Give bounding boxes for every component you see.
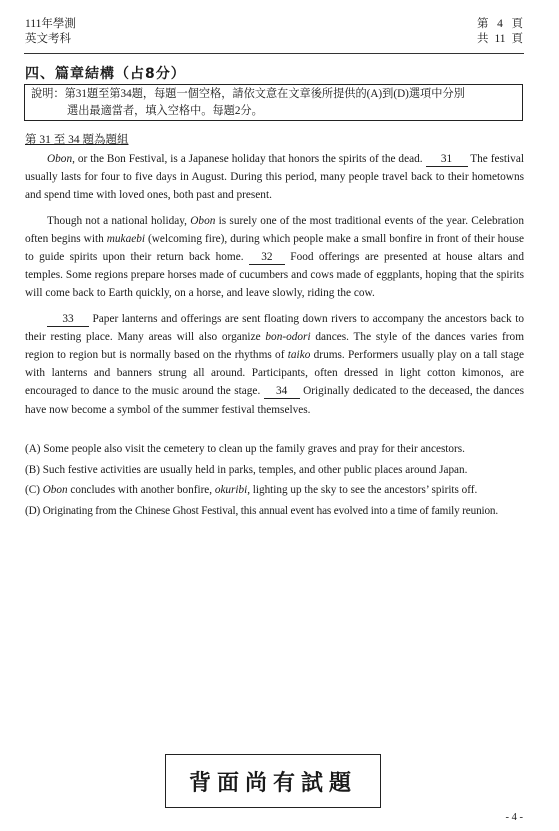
option-d: (D) Originating from the Chinese Ghost Festival, this annual event has evolved into a time of family reunion.: [25, 504, 498, 517]
option-b: (B) Such festive activities are usually held in parks, temples, and other public places around Japan.: [25, 463, 468, 476]
footer-page-number: - 4 -: [505, 812, 523, 823]
answer-options: [25, 439, 535, 521]
page-indicator: 第 4 頁: [477, 18, 523, 30]
instructions-box: [24, 84, 523, 121]
instructions-line-1: 說明：第31題至第34題，每題一個空格，請依文意在文章後所提供的(A)到(D)選項中分別: [31, 88, 465, 100]
subject-name: 英文考科: [25, 33, 71, 45]
back-page-notice: 背面尚有試題: [165, 754, 381, 808]
header-divider: [24, 53, 524, 54]
exam-name: 111年學測: [25, 18, 76, 30]
option-c: (C) Obon concludes with another bonfire, okuribi, lighting up the sky to see the ancestors’ spirits off.: [25, 484, 478, 496]
total-pages-indicator: 共 11 頁: [477, 33, 523, 45]
blank-32[interactable]: 32: [249, 250, 285, 265]
instructions-line-2: 選出最適當者，填入空格中。每題2分。: [67, 105, 263, 117]
blank-33[interactable]: 33: [47, 312, 89, 327]
exam-header-right: [477, 17, 523, 47]
passage-paragraph-1: Obon, or the Bon Festival, is a Japanese holiday that honors the spirits of the dead. 31 The festival usually lasts for four to five days in August. During this period, many people travel back to their hometowns and spend time with loved ones, both past and present.: [25, 153, 524, 202]
passage-paragraph-2: Though not a national holiday, Obon is surely one of the most traditional events of the year. Celebration often begins with mukaebi (welcoming fire), during which people make a small bonfire in front of their house to guide spirits upon their return back home. 32 Food offerings are presented at house altars and temples. Some regions prepare horses made of cucumbers and cows made of eggplants, hoping that the spirits will come back to Earth quickly, on a horse, and leave slowly, riding the cow.: [25, 214, 525, 300]
question-group-label: 第 31 至 34 題為題組: [25, 134, 129, 146]
blank-31[interactable]: 31: [426, 152, 468, 167]
blank-34[interactable]: 34: [264, 384, 300, 399]
option-a: (A) Some people also visit the cemetery to clean up the family graves and pray for their ancestors.: [25, 443, 465, 455]
passage: [25, 150, 524, 419]
section-title: 四、篇章結構（占8分）: [25, 66, 186, 82]
exam-header-left: [25, 17, 76, 47]
passage-paragraph-3: 33 Paper lanterns and offerings are sent floating down rivers to accompany the ancestors back to their resting place. Many areas will also organize bon-odori dances. The style of the dances varies from region to region but is normally based on the rhythms of taiko drums. Performers usually play on a tall stage with lanterns and banners strung all around. Participants, often dressed in light cotton kimonos, are encouraged to dance to the music around the stage. 34 Originally dedicated to the deceased, the dances have now become a symbol of the summer festival themselves.: [25, 312, 525, 416]
